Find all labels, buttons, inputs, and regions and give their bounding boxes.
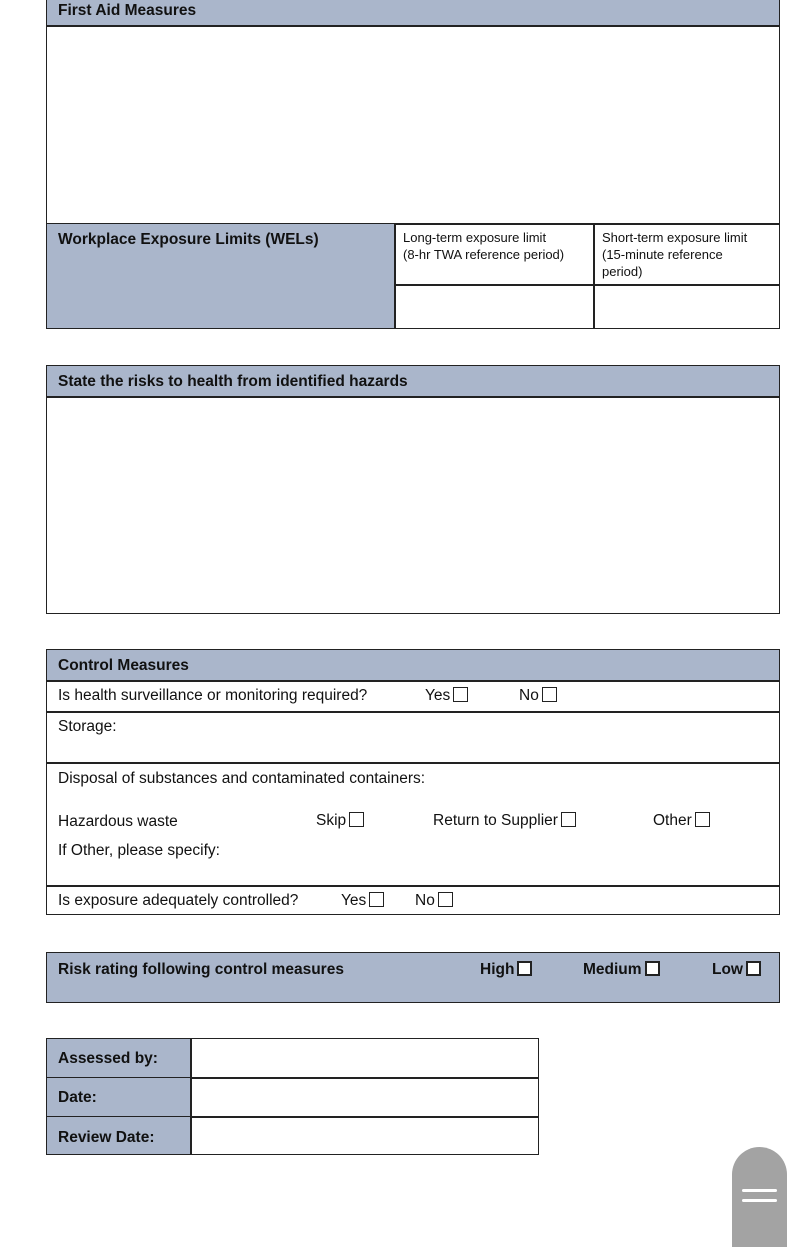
wel-header-cell [46, 223, 396, 329]
review-date-label-cell [46, 1116, 192, 1155]
risk-medium-checkbox[interactable] [645, 961, 660, 976]
risk-low-checkbox[interactable] [746, 961, 761, 976]
wel-long-term-line2: (8-hr TWA reference period) [403, 247, 565, 262]
wel-short-term-line2: (15-minute reference [602, 247, 723, 262]
wel-short-term-value-field[interactable] [593, 284, 780, 329]
skip-label: Skip [316, 812, 347, 829]
menu-icon-bar-top [742, 1189, 777, 1192]
exposure-question: Is exposure adequately controlled? [58, 892, 299, 909]
risks-header [46, 365, 780, 398]
disposal-label: Disposal of substances and contaminated containers: [58, 770, 426, 787]
surveillance-yes-checkbox[interactable] [453, 687, 468, 702]
hazardous-waste-label: Hazardous waste [58, 813, 178, 830]
wel-short-term-label-cell [593, 223, 780, 286]
risks-field[interactable] [46, 396, 780, 614]
exposure-row [46, 885, 780, 915]
return-to-supplier-checkbox[interactable] [561, 812, 576, 827]
storage-row[interactable] [46, 711, 780, 764]
surveillance-no-checkbox[interactable] [542, 687, 557, 702]
exposure-no-checkbox[interactable] [438, 892, 453, 907]
skip-checkbox[interactable] [349, 812, 364, 827]
control-title: Control Measures [58, 657, 189, 674]
review-date-label: Review Date: [58, 1129, 155, 1146]
return-to-supplier-label: Return to Supplier [433, 812, 558, 829]
date-label-cell [46, 1077, 192, 1118]
first-aid-field[interactable] [46, 25, 780, 225]
surveillance-row [46, 680, 780, 713]
scroll-handle[interactable] [732, 1147, 787, 1247]
other-checkbox[interactable] [695, 812, 710, 827]
exposure-yes-checkbox[interactable] [369, 892, 384, 907]
review-date-field[interactable] [190, 1116, 539, 1155]
risk-high-checkbox[interactable] [517, 961, 532, 976]
surveillance-no-label: No [519, 687, 539, 704]
first-aid-header [46, 0, 780, 27]
other-label: Other [653, 812, 692, 829]
wel-long-term-value-field[interactable] [394, 284, 595, 329]
assessed-by-label: Assessed by: [58, 1050, 158, 1067]
first-aid-title: First Aid Measures [58, 2, 197, 19]
wel-title: Workplace Exposure Limits (WELs) [58, 231, 319, 248]
risk-high-label: High [480, 961, 515, 978]
assessed-by-label-cell [46, 1038, 192, 1079]
assessed-by-field[interactable] [190, 1038, 539, 1079]
exposure-yes-label: Yes [341, 892, 367, 909]
date-label: Date: [58, 1089, 97, 1106]
wel-long-term-line1: Long-term exposure limit [403, 230, 547, 245]
if-other-label: If Other, please specify: [58, 842, 220, 859]
disposal-row [46, 762, 780, 887]
menu-icon-bar-bottom [742, 1199, 777, 1202]
risk-rating-title: Risk rating following control measures [58, 961, 344, 978]
exposure-no-label: No [415, 892, 435, 909]
risk-rating-row [46, 952, 780, 1003]
risk-medium-label: Medium [583, 961, 642, 978]
risks-title: State the risks to health from identified hazards [58, 373, 408, 390]
storage-label: Storage: [58, 718, 117, 735]
wel-short-term-line3: period) [602, 264, 643, 279]
risk-low-label: Low [712, 961, 743, 978]
wel-long-term-label-cell [394, 223, 595, 286]
control-header [46, 649, 780, 682]
surveillance-question: Is health surveillance or monitoring required? [58, 687, 368, 704]
date-field[interactable] [190, 1077, 539, 1118]
surveillance-yes-label: Yes [425, 687, 451, 704]
wel-short-term-line1: Short-term exposure limit [602, 230, 748, 245]
